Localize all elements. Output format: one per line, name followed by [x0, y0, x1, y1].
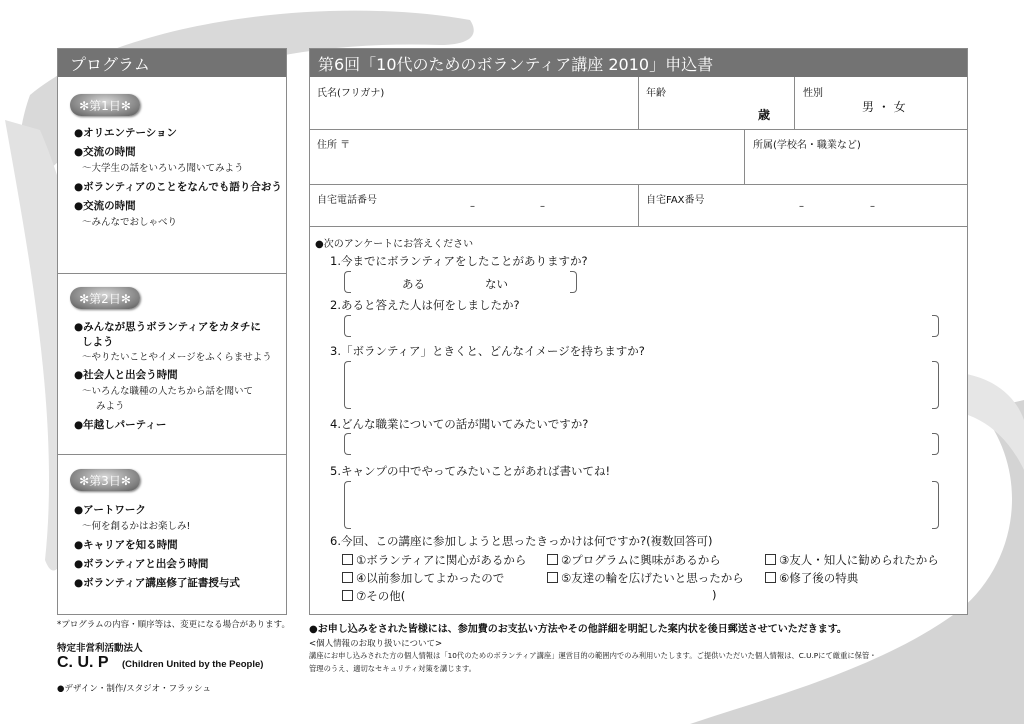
- divider: [58, 273, 286, 274]
- checkbox[interactable]: [342, 554, 353, 565]
- form-title: 第6回「10代のためのボランティア講座 2010」申込書: [318, 55, 714, 74]
- program-subitem: 〜何を創るかはお楽しみ!: [82, 521, 191, 532]
- age-label: 年齢: [646, 88, 666, 99]
- program-item: ●みんなが思うボランティアをカタチに: [74, 321, 261, 333]
- privacy-text-line2: 管理のうえ、適切なセキュリティ対策を講じます。: [309, 664, 476, 673]
- day-2-badge: ✻第2日✻: [70, 287, 140, 309]
- cell-divider: [638, 184, 639, 226]
- answer-bracket: [344, 433, 351, 455]
- cell-divider: [794, 77, 795, 129]
- divider: [58, 454, 286, 455]
- checkbox[interactable]: [765, 572, 776, 583]
- question-3: 3.「ボランティア」ときくと、どんなイメージを持ちますか?: [330, 344, 645, 358]
- question-5: 5.キャンプの中でやってみたいことがあれば書いてね!: [330, 464, 611, 478]
- program-item: ●オリエンテーション: [74, 127, 178, 139]
- program-subitem: 〜みんなでおしゃべり: [82, 217, 178, 228]
- day-1-badge: ✻第1日✻: [70, 94, 140, 116]
- application-form: [309, 48, 968, 615]
- answer-bracket: [344, 481, 351, 529]
- checkbox[interactable]: [547, 572, 558, 583]
- program-title: プログラム: [70, 55, 150, 74]
- q6-option-5[interactable]: ⑤友達の輪を広げたいと思ったから: [547, 570, 744, 586]
- mailing-notice: ●お申し込みをされた皆様には、参加費のお支払い方法やその他詳細を明記した案内状を後日郵送させていただきます。: [309, 624, 847, 635]
- gender-options[interactable]: 男 ・ 女: [862, 100, 906, 114]
- cell-divider: [744, 129, 745, 184]
- cell-divider: [638, 77, 639, 129]
- program-header: [58, 49, 286, 77]
- program-subitem: 〜いろんな職種の人たちから話を聞いて: [82, 386, 254, 397]
- org-full-name: (Children United by the People): [122, 659, 264, 670]
- program-item: ●ボランティアのことをなんでも語り合おう: [74, 181, 282, 193]
- privacy-text-line1: 講座にお申し込みされた方の個人情報は「10代のためのボランティア講座」運営目的の範囲内でのみ利用いたします。ご提供いただいた個人情報は、C.U.Pにて厳重に保管・: [309, 651, 877, 660]
- q6-option-4[interactable]: ④以前参加してよかったので: [342, 570, 504, 586]
- phone-dash: –: [540, 201, 545, 212]
- program-item: ●交流の時間: [74, 146, 136, 158]
- q6-option-7[interactable]: ⑦その他(: [342, 588, 405, 604]
- answer-bracket: [344, 361, 351, 409]
- phone-label: 自宅電話番号: [317, 195, 377, 206]
- program-item: ●ボランティア講座修了証書授与式: [74, 577, 240, 589]
- row-divider: [310, 226, 967, 227]
- q1-option-no[interactable]: ない: [485, 277, 508, 291]
- question-4: 4.どんな職業についての話が聞いてみたいですか?: [330, 417, 589, 431]
- program-item-continued: しよう: [82, 336, 114, 348]
- answer-bracket: [932, 361, 939, 409]
- age-unit: 歳: [758, 108, 771, 122]
- survey-intro: ●次のアンケートにお答えください: [315, 239, 474, 250]
- answer-bracket: [344, 315, 351, 337]
- affiliation-label: 所属(学校名・職業など): [753, 140, 861, 151]
- program-subitem: みよう: [96, 401, 125, 412]
- program-subitem: 〜やりたいことやイメージをふくらませよう: [82, 352, 272, 363]
- answer-bracket: [344, 271, 351, 293]
- org-name: C. U. P: [57, 654, 109, 671]
- q6-option-3[interactable]: ③友人・知人に勧められたから: [765, 552, 939, 568]
- privacy-title: <個人情報のお取り扱いについて>: [309, 639, 443, 649]
- checkbox[interactable]: [342, 572, 353, 583]
- question-1: 1.今までにボランティアをしたことがありますか?: [330, 254, 588, 268]
- q6-option-1[interactable]: ①ボランティアに関心があるから: [342, 552, 526, 568]
- question-2: 2.あると答えた人は何をしましたか?: [330, 298, 520, 312]
- program-item: ●交流の時間: [74, 200, 136, 212]
- org-type: 特定非営利活動法人: [57, 643, 143, 654]
- program-item: ●アートワーク: [74, 504, 146, 516]
- q6-option-2[interactable]: ②プログラムに興味があるから: [547, 552, 721, 568]
- fax-dash: –: [799, 201, 804, 212]
- row-divider: [310, 129, 967, 130]
- q6-option-7-close: ): [712, 588, 717, 602]
- checkbox[interactable]: [342, 590, 353, 601]
- answer-bracket: [932, 315, 939, 337]
- checkbox[interactable]: [765, 554, 776, 565]
- question-6: 6.今回、この講座に参加しようと思ったきっかけは何ですか?(複数回答可): [330, 534, 713, 548]
- answer-bracket: [932, 433, 939, 455]
- day-3-badge: ✻第3日✻: [70, 469, 140, 491]
- answer-bracket: [570, 271, 577, 293]
- fax-label: 自宅FAX番号: [646, 195, 705, 206]
- program-item: ●キャリアを知る時間: [74, 539, 178, 551]
- answer-bracket: [932, 481, 939, 529]
- program-item: ●ボランティアと出会う時間: [74, 558, 209, 570]
- q6-option-6[interactable]: ⑥修了後の特典: [765, 570, 858, 586]
- program-item: ●社会人と出会う時間: [74, 369, 178, 381]
- phone-dash: –: [470, 201, 475, 212]
- q1-option-yes[interactable]: ある: [402, 277, 425, 291]
- program-panel: [57, 48, 287, 615]
- gender-label: 性別: [803, 88, 823, 99]
- fax-dash: –: [870, 201, 875, 212]
- checkbox[interactable]: [547, 554, 558, 565]
- name-label: 氏名(フリガナ): [317, 88, 385, 99]
- program-footnote: *プログラムの内容・順序等は、変更になる場合があります。: [57, 620, 290, 630]
- program-item: ●年越しパーティー: [74, 419, 167, 431]
- design-credit: ●デザイン・制作/スタジオ・フラッシュ: [57, 684, 211, 694]
- form-header: [310, 49, 967, 77]
- program-subitem: 〜大学生の話をいろいろ聞いてみよう: [82, 163, 244, 174]
- address-label: 住所 〒: [317, 140, 351, 151]
